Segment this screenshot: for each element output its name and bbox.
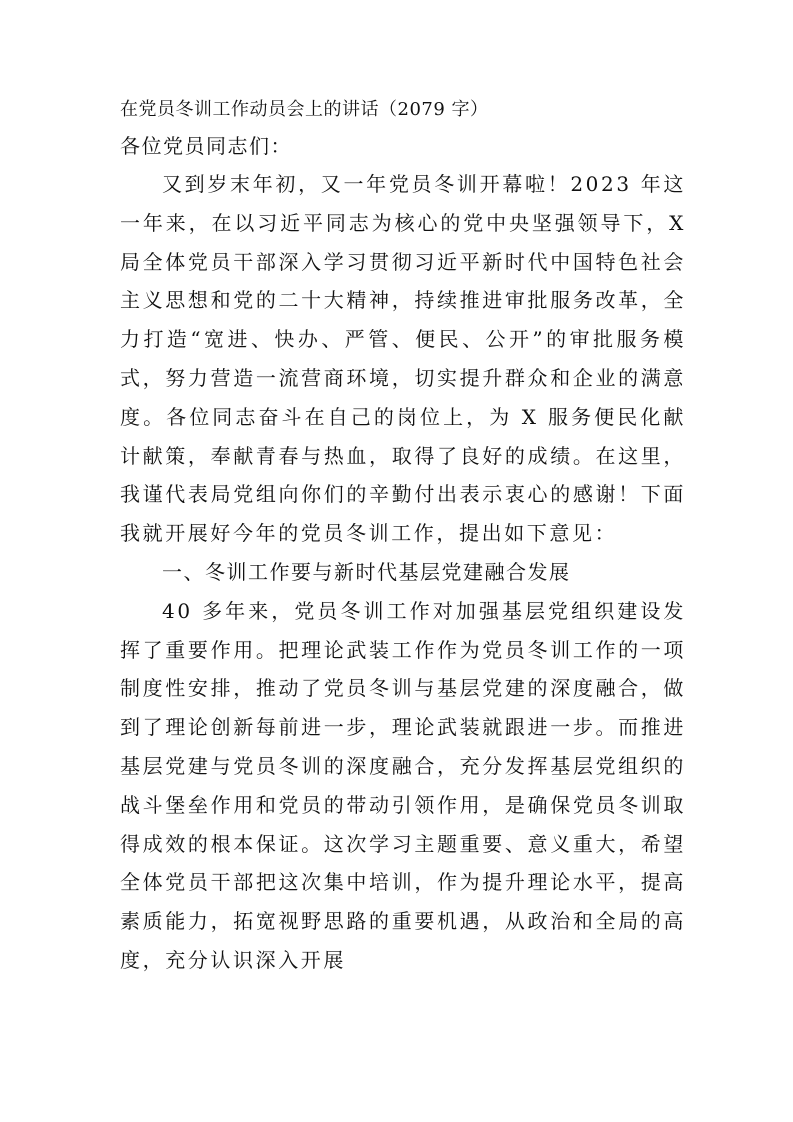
document-title: 在党员冬训工作动员会上的讲话（2079 字） bbox=[120, 99, 489, 120]
document-body bbox=[120, 93, 686, 980]
section-paragraph: 40 多年来，党员冬训工作对加强基层党组织建设发挥了重要作用。把理论武装工作作为党员冬训工作的一项制度性安排，推动了党员冬训与基层党建的深度融合，做到了理论创新每前进一步，理论武装就跟进一步。而推进基层党建与党员冬训的深度融合，充分发挥基层党组织的战斗堡垒作用和党员的带动引领作用，是确保党员冬训取得成效的根本保证。这次学习主题重要、意义重大，希望全体党员干部把这次集中培训，作为提升理论水平，提高素质能力，拓宽视野思路的重要机遇，从政治和全局的高度，充分认识深入开展 bbox=[120, 598, 686, 972]
salutation: 各位党员同志们： bbox=[120, 134, 292, 158]
opening-paragraph: 又到岁末年初，又一年党员冬训开幕啦！2023 年这一年来，在以习近平同志为核心的党中央坚强领导下，X 局全体党员干部深入学习贯彻习近平新时代中国特色社会主义思想和党的二十大精神，持续推进审批服务改革，全力打造“宽进、快办、严管、便民、公开”的审批服务模式，努力营造一流营商环境，切实提升群众和企业的满意度。各位同志奋斗在自己的岗位上，为 X 服务便民化献计献策，奉献青春与热血，取得了良好的成绩。在这里，我谨代表局党组向你们的辛勤付出表示衷心的感谢！下面我就开展好今年的党员冬训工作，提出如下意见： bbox=[120, 172, 686, 546]
section-heading: 一、冬训工作要与新时代基层党建融合发展 bbox=[162, 559, 571, 584]
